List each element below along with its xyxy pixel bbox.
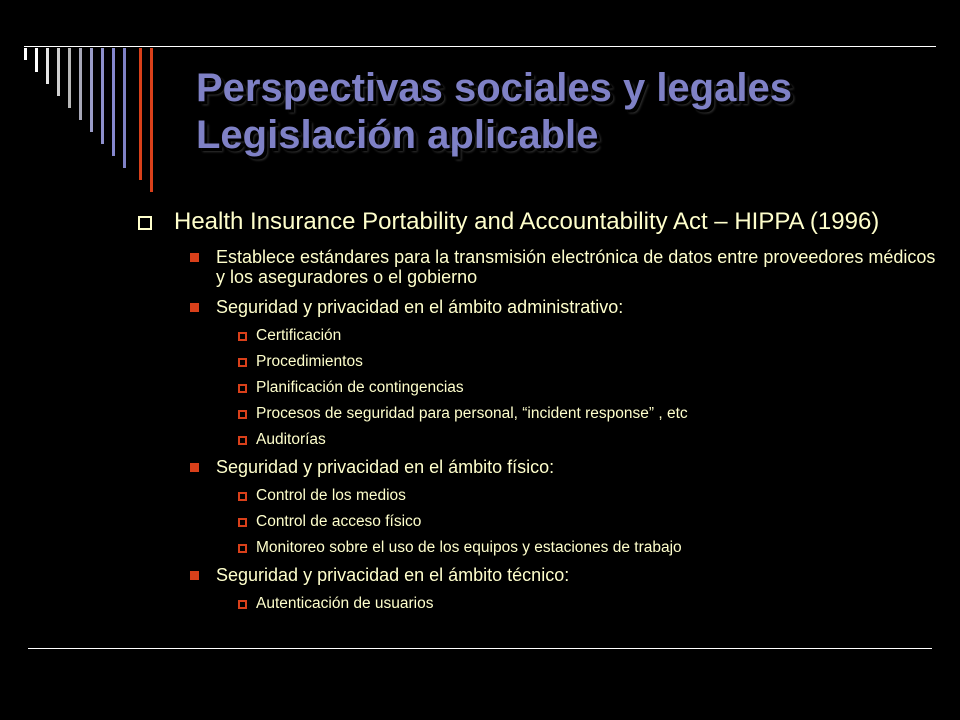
- top-divider-line: [24, 46, 936, 47]
- decor-bar: [90, 48, 93, 132]
- hollow-square-bullet-icon: [238, 518, 247, 527]
- decor-bar: [35, 48, 38, 72]
- bullet-text: Monitoreo sobre el uso de los equipos y estaciones de trabajo: [256, 539, 682, 556]
- bullet-text: Control de acceso físico: [256, 513, 422, 530]
- bullet-level3: [236, 539, 936, 557]
- bullet-text: Control de los medios: [256, 487, 406, 504]
- decor-bar: [139, 48, 142, 180]
- hollow-square-bullet-icon: [138, 216, 152, 230]
- title-line-2: Legislación aplicable: [196, 113, 599, 157]
- decor-bar: [123, 48, 126, 168]
- bullet-level1: [136, 209, 936, 235]
- bullet-level3: [236, 513, 936, 531]
- hollow-square-bullet-icon: [238, 332, 247, 341]
- bullet-text: Planificación de contingencias: [256, 379, 464, 396]
- hollow-square-bullet-icon: [238, 384, 247, 393]
- filled-square-bullet-icon: [190, 253, 199, 262]
- bullet-text: Establece estándares para la transmisión electrónica de datos entre proveedores médicos y los aseguradores o el gobierno: [216, 247, 936, 287]
- bullet-level3: [236, 327, 936, 345]
- slide-body: [136, 209, 936, 621]
- decor-bar: [24, 48, 27, 60]
- bullet-text: Autenticación de usuarios: [256, 595, 434, 612]
- bullet-text: Seguridad y privacidad en el ámbito físico:: [216, 457, 555, 477]
- title-line-1: Perspectivas sociales y legales: [196, 66, 792, 110]
- bullet-level3: [236, 379, 936, 397]
- bullet-level3: [236, 595, 936, 613]
- decor-bar: [112, 48, 115, 156]
- bullet-level3: [236, 487, 936, 505]
- bullet-level2: [188, 297, 936, 317]
- filled-square-bullet-icon: [190, 463, 199, 472]
- bullet-level3: [236, 431, 936, 449]
- bottom-divider-line: [28, 648, 932, 649]
- bullet-text: Seguridad y privacidad en el ámbito técnico:: [216, 565, 570, 585]
- decor-bar: [150, 48, 153, 192]
- hollow-square-bullet-icon: [238, 358, 247, 367]
- bullet-text: Auditorías: [256, 431, 326, 448]
- bullet-level2: [188, 247, 936, 287]
- bullet-text: Certificación: [256, 327, 342, 344]
- decor-bar: [79, 48, 82, 120]
- decor-bar: [101, 48, 104, 144]
- bullet-text: Procedimientos: [256, 353, 363, 370]
- bullet-level2: [188, 565, 936, 585]
- decor-bar: [68, 48, 71, 108]
- slide-title: [196, 65, 792, 159]
- bullet-level3: [236, 405, 936, 423]
- bullet-text: Health Insurance Portability and Accountability Act – HIPPA (1996): [174, 208, 880, 235]
- bullet-text: Seguridad y privacidad en el ámbito administrativo:: [216, 297, 624, 317]
- hollow-square-bullet-icon: [238, 410, 247, 419]
- bullet-text: Procesos de seguridad para personal, “incident response” , etc: [256, 405, 688, 422]
- decor-bar: [46, 48, 49, 84]
- hollow-square-bullet-icon: [238, 544, 247, 553]
- hollow-square-bullet-icon: [238, 600, 247, 609]
- decor-bar: [57, 48, 60, 96]
- bullet-level3: [236, 353, 936, 371]
- hollow-square-bullet-icon: [238, 492, 247, 501]
- hollow-square-bullet-icon: [238, 436, 247, 445]
- filled-square-bullet-icon: [190, 303, 199, 312]
- bullet-level2: [188, 457, 936, 477]
- filled-square-bullet-icon: [190, 571, 199, 580]
